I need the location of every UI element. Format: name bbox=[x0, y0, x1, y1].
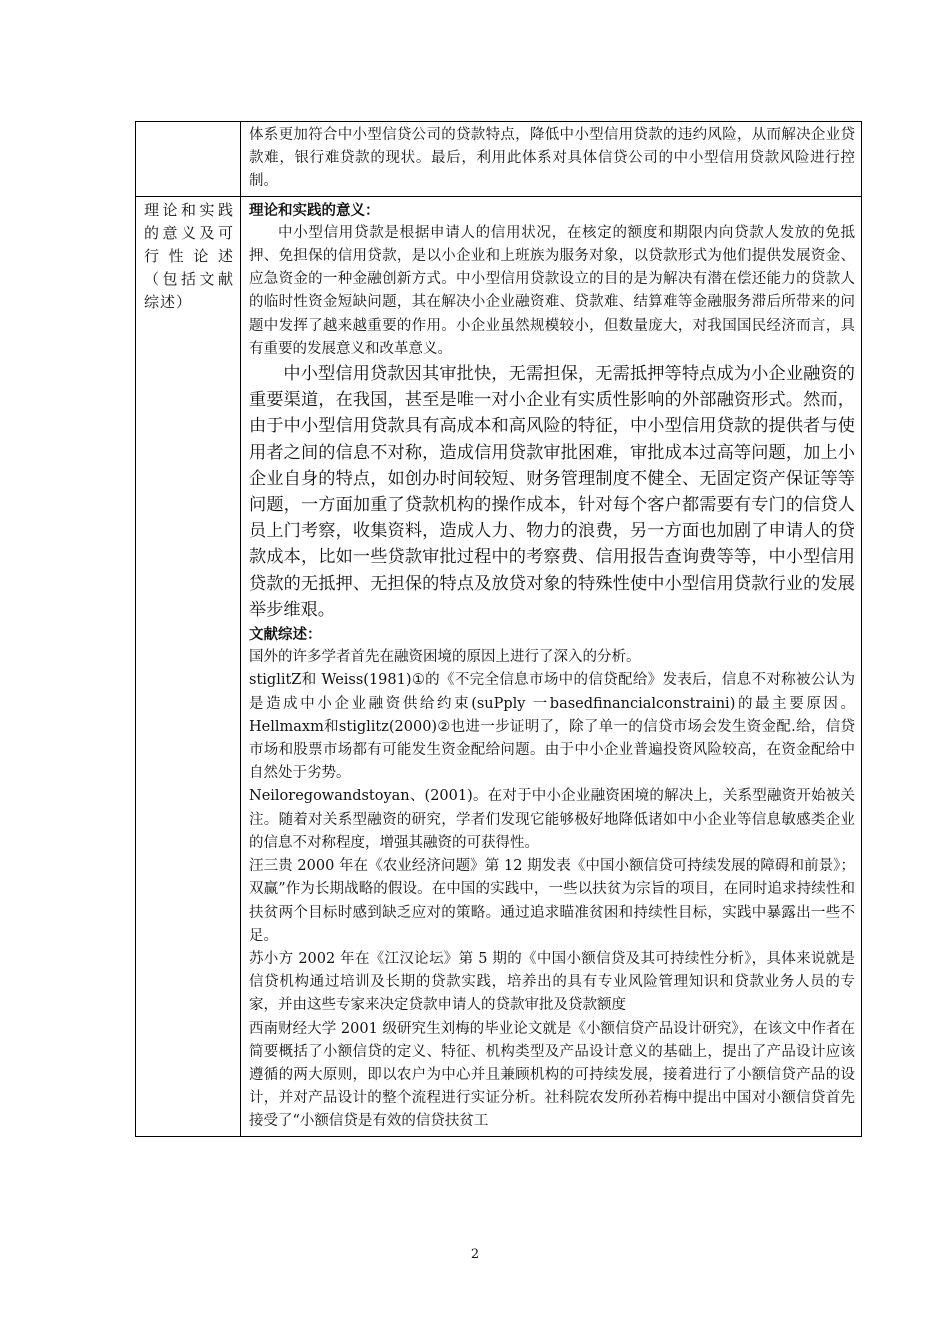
label-line: （包括文献 bbox=[144, 269, 234, 288]
continued-paragraph: 体系更加符合中小型信贷公司的贷款特点，降低中小型信用贷款的违约风险，从而解决企业贷款难，银行难贷款的现状。最后，利用此体系对具体信贷公司的中小型信用贷款风险进行控制。 bbox=[249, 127, 855, 190]
empty-label-cell bbox=[136, 122, 241, 197]
review-paragraph: 汪三贵 2000 年在《农业经济问题》第 12 期发表《中国小额信贷可持续发展的障碍和前景》；双赢”作为长期战略的假设。在中国的实践中，一些以扶贫为宗旨的项目，在同时追求持续性和扶贫两个目标时感到缺乏应对的策略。通过追求瞄准贫困和持续性目标，实践中暴露出一些不足。 bbox=[249, 858, 855, 944]
table-row bbox=[136, 122, 862, 197]
label-line: 综述） bbox=[144, 292, 193, 311]
meaning-heading: 理论和实践的意义： bbox=[249, 201, 380, 219]
page-number: 2 bbox=[470, 1247, 480, 1262]
review-paragraph: Neiloregowandstoyan、(2001)。在对于中小企业融资困境的解决上，关系型融资开始被关注。随着对关系型融资的研究，学者们发现它能够极好地降低诸如中小企业等信息敏感类企业的信息不对称程度，增强其融资的可获得性。 bbox=[249, 788, 855, 851]
content-cell bbox=[241, 122, 862, 197]
proposal-table bbox=[135, 121, 862, 1137]
label-line: 行 性 论 述 bbox=[144, 246, 234, 265]
meaning-paragraph-large: 中小型信用贷款因其审批快，无需担保，无需抵押等特点成为小企业融资的重要渠道，在我国，甚至是唯一对小企业有实质性影响的外部融资形式。然而，由于中小型信用贷款具有高成本和高风险的特征，中小型信用贷款的提供者与使用者之间的信息不对称，造成信用贷款审批困难，审批成本过高等问题，加上小企业自身的特点，如创办时间较短、财务管理制度不健全、无固定资产保证等等问题，一方面加重了贷款机构的操作成本，针对每个客户都需要有专门的信贷人员上门考察，收集资料，造成人力、物力的浪费，另一方面也加剧了申请人的贷款成本，比如一些贷款审批过程中的考察费、信用报告查询费等等，中小型信用贷款的无抵押、无担保的特点及放贷对象的特殊性使中小型信用贷款行业的发展举步维艰。 bbox=[249, 364, 855, 620]
content-cell bbox=[241, 196, 862, 1136]
review-paragraph: 苏小方 2002 年在《江汉论坛》第 5 期的《中国小额信贷及其可持续性分析》，具体来说就是信贷机构通过培训及长期的贷款实践，培养出的具有专业风险管理知识和贷款业务人员的专家，并由这些专家来决定贷款申请人的贷款审批及贷款额度 bbox=[249, 950, 855, 1014]
review-paragraph: stiglitZ和 Weiss(1981)①的《不完全信息市场中的信贷配给》发表后，信息不对称被公认为是造成中小企业融资供给约束(suPply 一basedfinancialconstraini)的最主要原因。Hellmaxm和stiglitz(2000)②也进一步证明了，除了单一的信贷市场会发生资金配.给，信贷市场和股票市场都有可能发生资金配给问题。由于中小企业普遍投资风险较高，在资金配给中自然处于劣势。 bbox=[249, 672, 855, 782]
section-label-cell bbox=[136, 196, 241, 1136]
label-line: 理论和实践 bbox=[144, 200, 234, 219]
table-row bbox=[136, 196, 862, 1136]
meaning-paragraph: 中小型信用贷款是根据申请人的信用状况，在核定的额度和期限内向贷款人发放的免抵押、免担保的信用贷款，是以小企业和上班族为服务对象，以贷款形式为他们提供发展资金、应急资金的一种金融创新方式。中小型信用贷款设立的目的是为解决有潜在偿还能力的贷款人的临时性资金短缺问题，其在解决小企业融资难、贷款难、结算难等金融服务滞后所带来的问题中发挥了越来越重要的作用。小企业虽然规模较小，但数量庞大，对我国国民经济而言，具有重要的发展意义和改革意义。 bbox=[249, 224, 855, 357]
review-paragraph: 国外的许多学者首先在融资困境的原因上进行了深入的分析。 bbox=[249, 649, 641, 666]
review-paragraph: 西南财经大学 2001 级研究生刘梅的毕业论文就是《小额信贷产品设计研究》，在该文中作者在简要概括了小额信贷的定义、特征、机构类型及产品设计意义的基础上，提出了产品设计应该遵循的两大原则，即以农户为中心并且兼顾机构的可持续发展，接着进行了小额信贷产品的设计，并对产品设计的整个流程进行实证分析。社科院农发所孙若梅中提出中国对小额信贷首先接受了“小额信贷是有效的信贷扶贫工 bbox=[249, 1020, 855, 1130]
label-line: 的意义及可 bbox=[144, 223, 234, 242]
review-heading: 文献综述： bbox=[249, 626, 322, 644]
